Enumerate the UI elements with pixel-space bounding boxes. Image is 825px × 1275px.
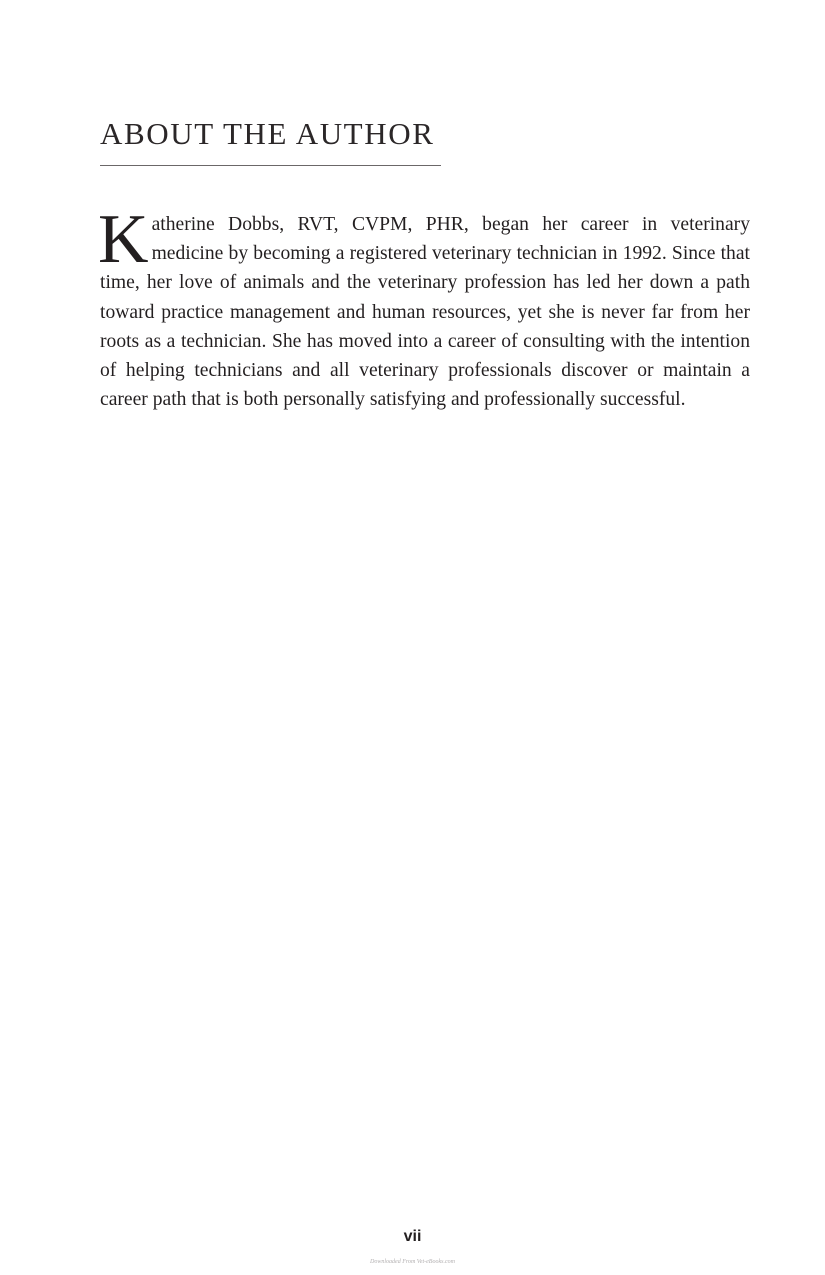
author-bio-text: atherine Dobbs, RVT, CVPM, PHR, began her career in veterinary medicine by becoming a registered veterinary technician in 1992. Since that time, her love of animals and the veterinary profession has led her down a path toward practice management and human resources, yet she is never far from her roots as a technician. She has moved into a career of consulting with the intention of helping technicians and all veterinary professionals discover or maintain a career path that is both personally satisfying and professionally successful. [100, 214, 750, 411]
download-watermark: Downloaded From Vet-eBooks.com [370, 1259, 455, 1265]
drop-cap-letter: K [98, 201, 149, 278]
section-heading: ABOUT THE AUTHOR [100, 116, 435, 151]
page-number: vii [403, 1228, 422, 1245]
heading-rule [100, 165, 441, 166]
author-bio-paragraph [98, 201, 750, 414]
